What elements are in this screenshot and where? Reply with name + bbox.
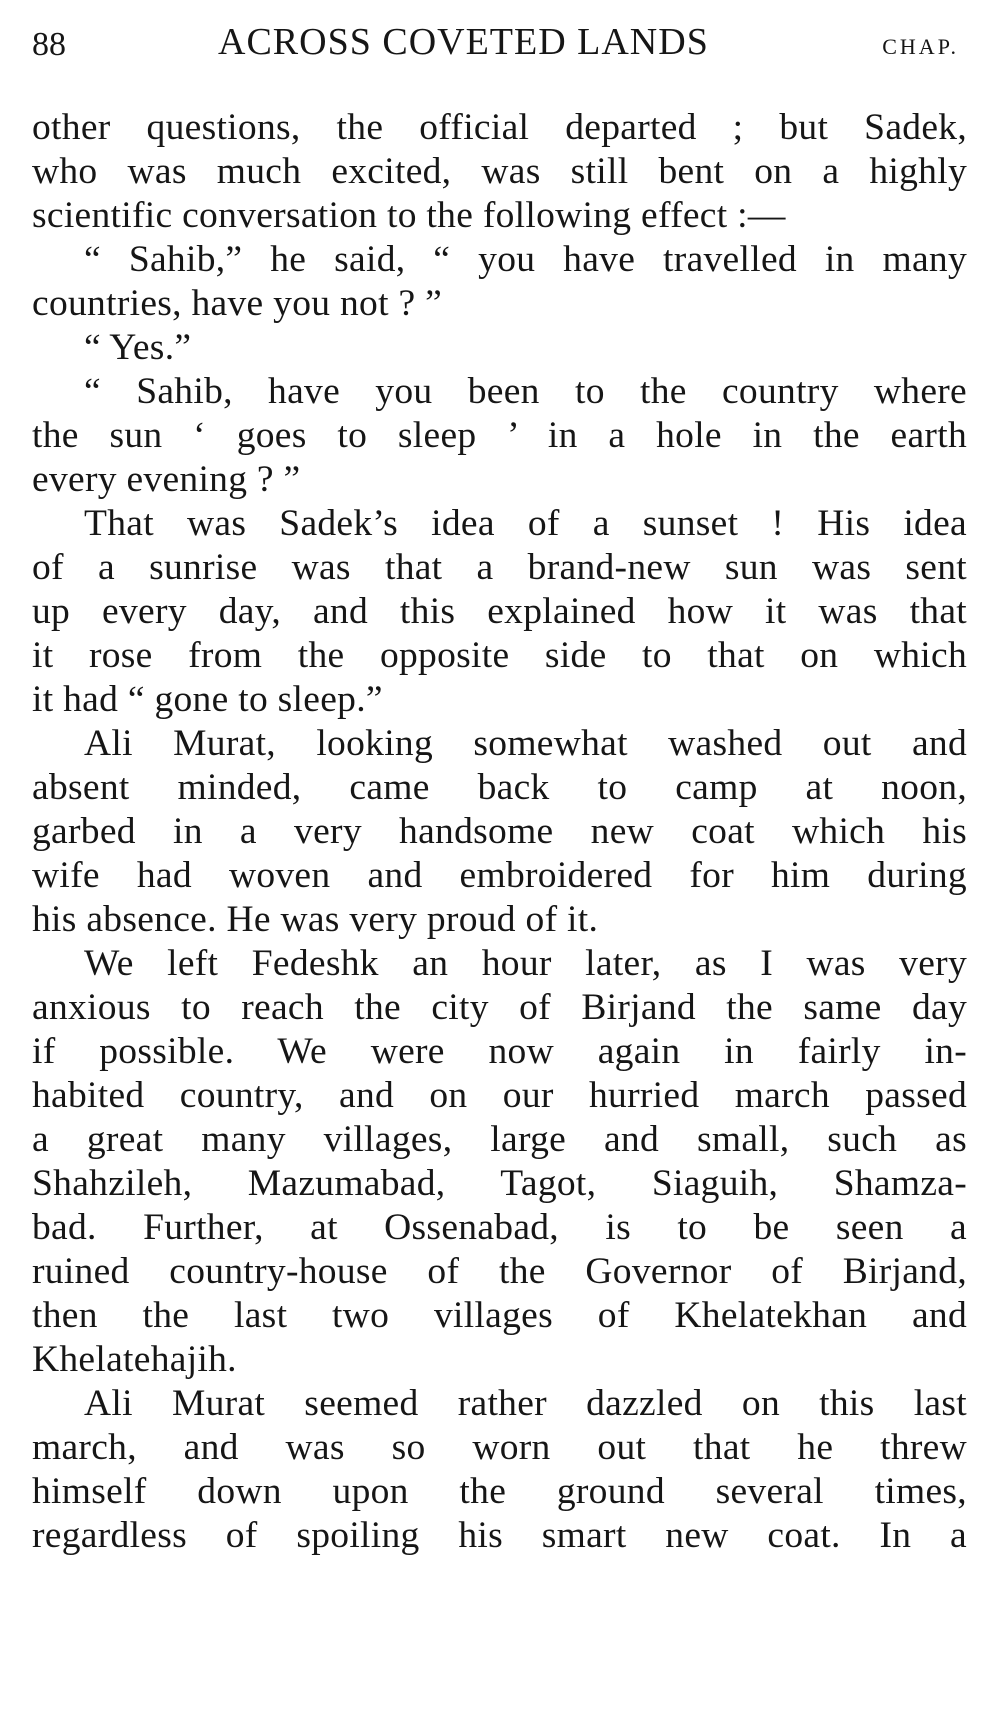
text-line: scientific conversation to the following effect :— [32,195,786,236]
text-line: of a sunrise was that a brand-new sun was sent [32,547,967,588]
text-line: anxious to reach the city of Birjand the same day [32,987,967,1028]
paragraph [32,370,967,502]
chapter-label: CHAP. [882,34,959,59]
text-line: Ali Murat seemed rather dazzled on this last [84,1383,967,1424]
page-header [32,20,967,76]
text-line: who was much excited, was still bent on a highly [32,151,967,192]
text-line: himself down upon the ground several times, [32,1471,967,1512]
text-line: up every day, and this explained how it was that [32,591,967,632]
text-line: “ Sahib, have you been to the country where [84,371,967,412]
text-line: Khelatehajih. [32,1339,237,1380]
text-line: wife had woven and embroidered for him during [32,855,967,896]
text-line: habited country, and on our hurried march passed [32,1075,967,1116]
paragraph [32,106,967,238]
text-line: march, and was so worn out that he threw [32,1427,967,1468]
text-line: That was Sadek’s idea of a sunset ! His idea [84,503,967,544]
text-line: Shahzileh, Mazumabad, Tagot, Siaguih, Shamza- [32,1163,967,1204]
text-line: garbed in a very handsome new coat which his [32,811,967,852]
running-title: ACROSS COVETED LANDS [218,21,709,63]
text-line: it rose from the opposite side to that on which [32,635,967,676]
text-line: We left Fedeshk an hour later, as I was very [84,943,967,984]
text-line: other questions, the official departed ; but Sadek, [32,107,967,148]
book-page [32,20,967,1558]
paragraph [32,1382,967,1558]
text-line: a great many villages, large and small, such as [32,1119,967,1160]
page-number: 88 [32,26,66,63]
paragraph [32,326,967,370]
text-line: every evening ? ” [32,459,301,500]
text-line: it had “ gone to sleep.” [32,679,383,720]
paragraph [32,238,967,326]
body-text [32,106,967,1558]
text-line: bad. Further, at Ossenabad, is to be seen a [32,1207,967,1248]
text-line: “ Sahib,” he said, “ you have travelled in many [84,239,967,280]
text-line: “ Yes.” [84,327,192,368]
text-line: then the last two villages of Khelatekhan and [32,1295,967,1336]
text-line: countries, have you not ? ” [32,283,443,324]
text-line: absent minded, came back to camp at noon, [32,767,967,808]
text-line: the sun ‘ goes to sleep ’ in a hole in the earth [32,415,967,456]
paragraph [32,502,967,722]
text-line: Ali Murat, looking somewhat washed out and [84,723,967,764]
paragraph [32,722,967,942]
text-line: his absence. He was very proud of it. [32,899,599,940]
text-line: regardless of spoiling his smart new coat. In a [32,1515,967,1556]
paragraph [32,942,967,1382]
text-line: ruined country-house of the Governor of Birjand, [32,1251,967,1292]
text-line: if possible. We were now again in fairly in- [32,1031,967,1072]
